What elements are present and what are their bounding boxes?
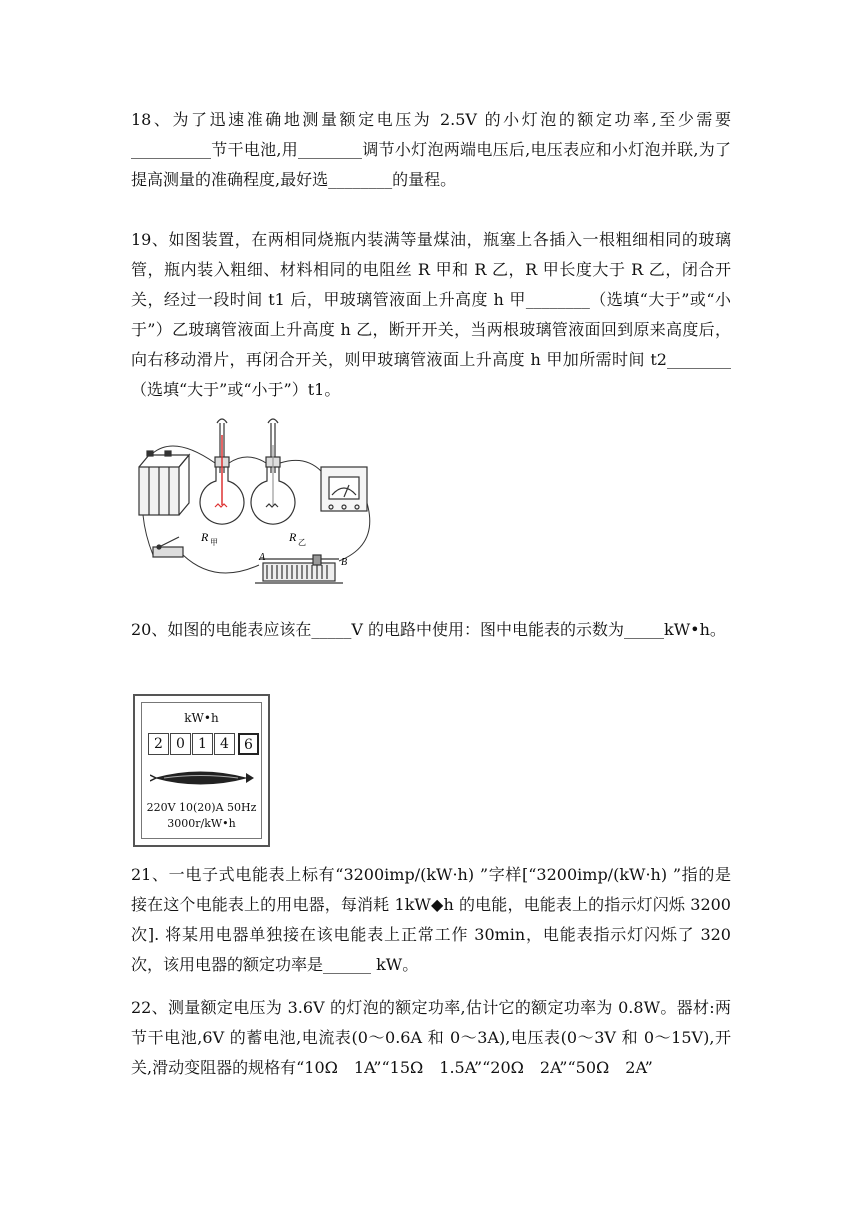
question-18 [131,105,731,195]
meter-digit: 0 [170,733,191,755]
point-a-label: A [259,552,266,563]
meter-disc-icon [150,767,256,789]
meter-decimal-digit: 6 [238,733,259,755]
meter-digit: 4 [214,733,235,755]
r-jia-label: R [201,530,209,544]
rheostat-icon [255,555,343,583]
question-18-text: 18、为了迅速准确地测量额定电压为 2.5V 的小灯泡的额定功率,至少需要__________节干电池,用________调节小灯泡两端电压后,电压表应和小灯泡并联,为了提高测量的准确程度,最好选________的量程。 [131,110,731,189]
meter-digit: 2 [148,733,169,755]
question-21-text: 21、一电子式电能表上标有“3200imp/(kW·h) ”字样[“3200imp/(kW·h) ”指的是接在这个电能表上的用电器，每消耗 1kW◆h 的电能，电能表上的指示灯闪烁 3200 次]. 将某用电器单独接在该电能表上正常工作 30min，电能表指示灯闪烁了 320 次，该用电器的额定功率是______ kW。 [131,865,731,974]
question-21 [131,860,731,980]
question-22 [131,993,731,1083]
question-22-text: 22、测量额定电压为 3.6V 的灯泡的额定功率,估计它的额定功率为 0.8W。器材:两节干电池,6V 的蓄电池,电流表(0～0.6A 和 0～3A),电压表(0～3V 和 0～15V),开关,滑动变阻器的规格有“10Ω 1A”“15Ω 1.5A”“20Ω 2A”“50Ω 2A” [131,998,731,1077]
question-19-text: 19、如图装置，在两相同烧瓶内装满等量煤油，瓶塞上各插入一根粗细相同的玻璃管，瓶内装入粗细、材料相同的电阻丝 R 甲和 R 乙，R 甲长度大于 R 乙，闭合开关，经过一段时间 t1 后，甲玻璃管液面上升高度 h 甲________（选填“大于”或“小于”）乙玻璃管液面上升高度 h 乙，断开开关，当两根玻璃管液面回到原来高度后，向右移动滑片，再闭合开关，则甲玻璃管液面上升高度 h 甲加所需时间 t2________（选填“大于”或“小于”）t1。 [131,230,731,399]
ammeter-icon [321,467,367,511]
r-jia-sub-label: 甲 [210,538,218,547]
energy-meter-figure [133,694,270,847]
meter-digit: 1 [192,733,213,755]
flask-yi-icon [251,419,295,524]
meter-spec-line1: 220V 10(20)A 50Hz [146,801,257,814]
meter-digits [148,733,260,755]
meter-panel [141,702,262,839]
r-yi-sub-label: 乙 [298,538,306,547]
meter-unit-label: kW•h [184,711,219,725]
point-b-label: B [341,557,348,568]
question-20 [131,615,731,645]
meter-spec-line2: 3000r/kW•h [167,817,236,830]
question-19 [131,225,731,405]
r-yi-label: R [289,530,297,544]
question-20-text: 20、如图的电能表应该在_____V 的电路中使用：图中电能表的示数为_____kW•h。 [131,620,726,639]
battery-icon [139,451,189,515]
switch-icon [153,537,183,557]
flask-jia-icon [200,419,244,524]
circuit-figure [135,415,380,607]
